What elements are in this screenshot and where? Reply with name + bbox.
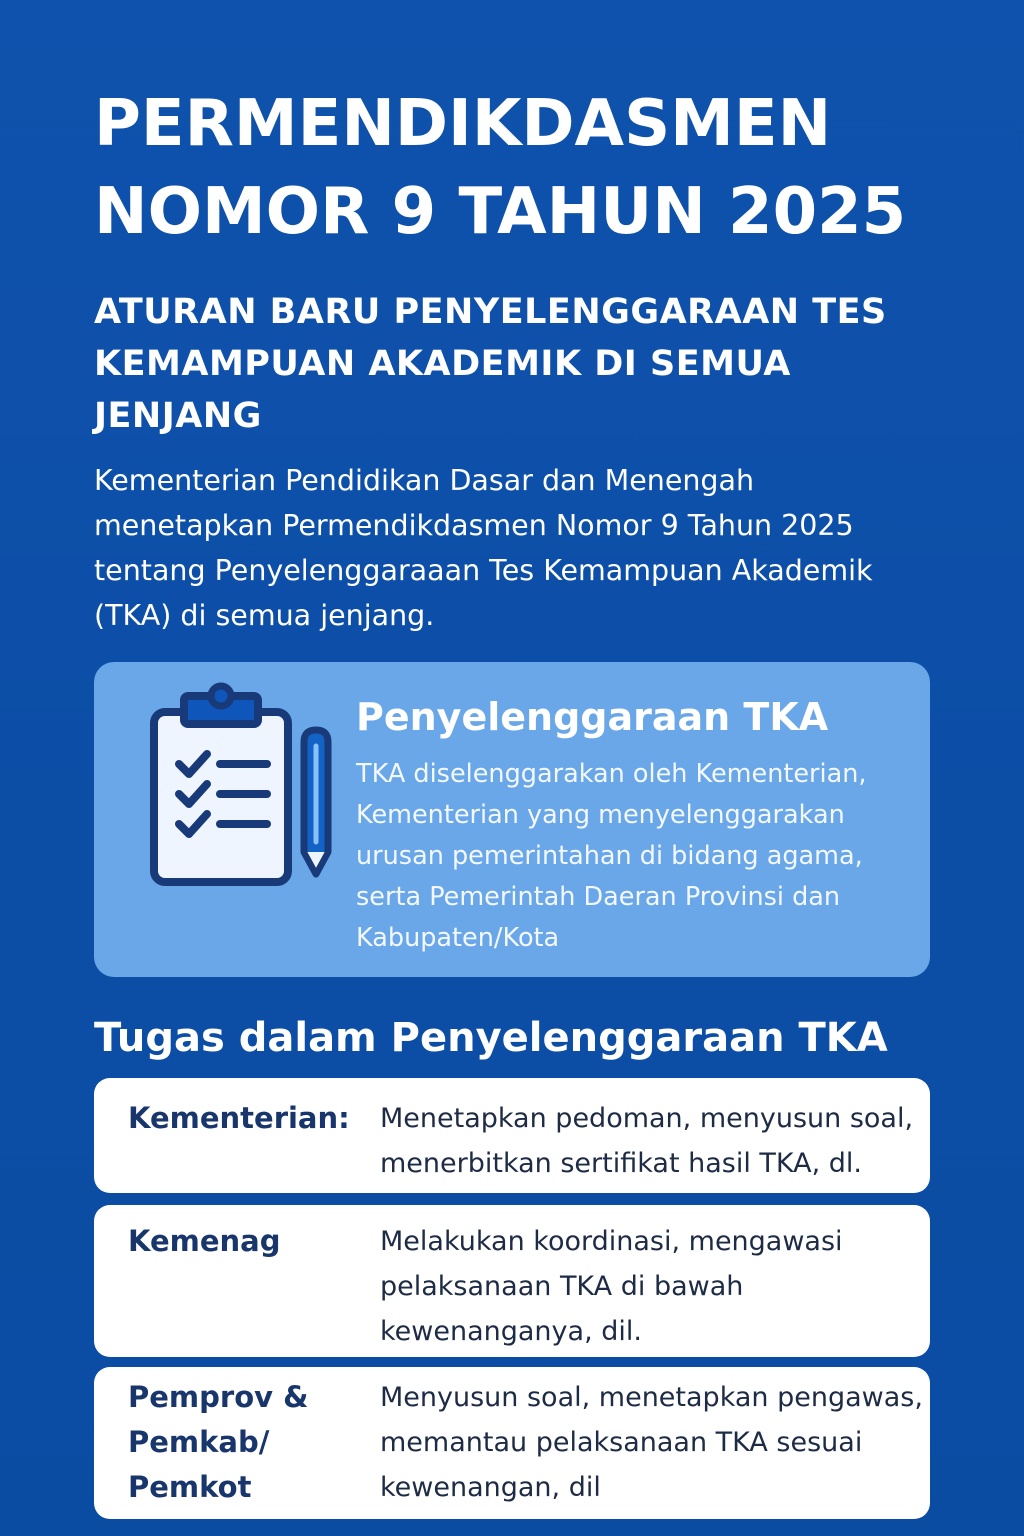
- task-row-kementerian: [94, 1078, 930, 1193]
- task-description: Menetapkan pedoman, menyusun soal, menerbitkan sertifikat hasil TKA, dl.: [380, 1103, 914, 1179]
- clipboard-checklist-icon: [146, 682, 346, 902]
- main-title-line2: NOMOR 9 TAHUN 2025: [94, 175, 907, 249]
- tasks-section-title: Tugas dalam Penyelenggaraan TKA: [94, 1015, 888, 1061]
- task-row-pemda: [94, 1367, 930, 1519]
- main-title-line1: PERMENDIKDASMEN: [94, 87, 832, 161]
- info-card-body: TKA diselenggarakan oleh Kementerian, Kementerian yang menyelenggarakan urusan pemerintahan di bidang agama, serta Pemerintah Daeran Provinsi dan Kabupaten/Kota: [356, 759, 867, 953]
- task-role-label: Pemprov & Pemkab/ Pemkot: [128, 1380, 309, 1504]
- main-title: [94, 80, 930, 256]
- task-row-kemenag: [94, 1205, 930, 1357]
- intro-paragraph: Kementerian Pendidikan Dasar dan Menengah menetapkan Permendikdasmen Nomor 9 Tahun 2025 tentang Penyelenggaraaan Tes Kemampuan Akademik (TKA) di semua jenjang.: [94, 464, 873, 632]
- info-card-title: Penyelenggaraan TKA: [356, 695, 829, 739]
- task-role-label: Kemenag: [128, 1224, 281, 1258]
- info-card: [94, 662, 930, 977]
- task-role-label: Kementerian:: [128, 1101, 350, 1135]
- task-description: Melakukan koordinasi, mengawasi pelaksanaan TKA di bawah kewenanganya, dil.: [380, 1226, 843, 1347]
- task-description: Menyusun soal, menetapkan pengawas, memantau pelaksanaan TKA sesuai kewenangan, dil: [380, 1382, 923, 1503]
- subtitle: ATURAN BARU PENYELENGGARAAN TES KEMAMPUAN AKADEMIK DI SEMUA JENJANG: [94, 292, 887, 436]
